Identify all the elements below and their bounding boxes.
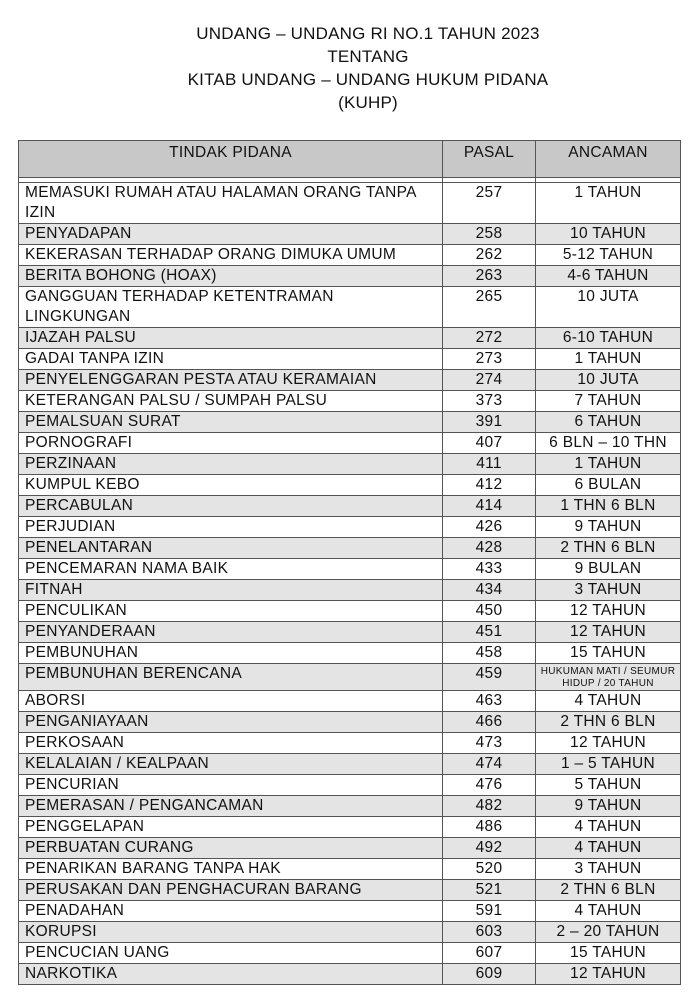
penalty-cell: 3 TAHUN [536, 580, 681, 601]
article-cell: 273 [443, 349, 536, 370]
table-row [19, 475, 681, 496]
crime-cell: ABORSI [19, 691, 443, 712]
crime-cell: PERCABULAN [19, 496, 443, 517]
crime-cell: MEMASUKI RUMAH ATAU HALAMAN ORANG TANPA IZIN [19, 183, 443, 224]
penalty-cell: 10 JUTA [536, 287, 681, 328]
penalty-cell: 1 THN 6 BLN [536, 496, 681, 517]
table-row [19, 754, 681, 775]
crime-cell: GANGGUAN TERHADAP KETENTRAMAN LINGKUNGAN [19, 287, 443, 328]
article-cell: 258 [443, 224, 536, 245]
penalty-cell: 12 TAHUN [536, 601, 681, 622]
penalty-cell: 2 THN 6 BLN [536, 880, 681, 901]
penalty-cell: 10 TAHUN [536, 224, 681, 245]
article-cell: 433 [443, 559, 536, 580]
article-cell: 609 [443, 964, 536, 985]
penalty-cell: 4 TAHUN [536, 691, 681, 712]
table-row [19, 691, 681, 712]
crime-cell: PENCURIAN [19, 775, 443, 796]
penalty-cell: 9 TAHUN [536, 517, 681, 538]
article-cell: 450 [443, 601, 536, 622]
article-cell: 434 [443, 580, 536, 601]
table-row [19, 412, 681, 433]
table-row [19, 943, 681, 964]
penalty-cell: 5 TAHUN [536, 775, 681, 796]
table-row [19, 580, 681, 601]
penalty-cell: 1 – 5 TAHUN [536, 754, 681, 775]
penalty-cell: 9 TAHUN [536, 796, 681, 817]
article-cell: 414 [443, 496, 536, 517]
table-row [19, 224, 681, 245]
penalty-cell: 12 TAHUN [536, 622, 681, 643]
penalty-cell: 1 TAHUN [536, 454, 681, 475]
article-cell: 603 [443, 922, 536, 943]
crime-cell: PENADAHAN [19, 901, 443, 922]
table-row [19, 559, 681, 580]
penalty-cell: 6-10 TAHUN [536, 328, 681, 349]
crime-cell: PENGANIAYAAN [19, 712, 443, 733]
table-header-row [19, 141, 681, 178]
table-row [19, 328, 681, 349]
table-row [19, 245, 681, 266]
penalty-cell: 12 TAHUN [536, 733, 681, 754]
table-row [19, 454, 681, 475]
penalty-cell: 4 TAHUN [536, 901, 681, 922]
penalty-cell: 2 THN 6 BLN [536, 712, 681, 733]
penalty-cell: 4-6 TAHUN [536, 266, 681, 287]
article-cell: 520 [443, 859, 536, 880]
article-cell: 473 [443, 733, 536, 754]
article-cell: 263 [443, 266, 536, 287]
table-row [19, 496, 681, 517]
penalty-cell: 12 TAHUN [536, 964, 681, 985]
crime-cell: KETERANGAN PALSU / SUMPAH PALSU [19, 391, 443, 412]
table-row [19, 817, 681, 838]
penalty-cell: 6 BLN – 10 THN [536, 433, 681, 454]
table-row [19, 183, 681, 224]
penalty-cell: 4 TAHUN [536, 817, 681, 838]
crime-cell: IJAZAH PALSU [19, 328, 443, 349]
article-cell: 451 [443, 622, 536, 643]
table-row [19, 349, 681, 370]
article-cell: 607 [443, 943, 536, 964]
table-row [19, 370, 681, 391]
crime-cell: PENARIKAN BARANG TANPA HAK [19, 859, 443, 880]
article-cell: 262 [443, 245, 536, 266]
header-line-4: (KUHP) [338, 93, 398, 112]
header-line-2: TENTANG [327, 47, 409, 66]
table-row [19, 733, 681, 754]
table-row [19, 538, 681, 559]
penalty-cell: 15 TAHUN [536, 943, 681, 964]
crime-cell: PENYANDERAAN [19, 622, 443, 643]
table-row [19, 775, 681, 796]
penalty-cell: 6 BULAN [536, 475, 681, 496]
article-cell: 463 [443, 691, 536, 712]
article-cell: 474 [443, 754, 536, 775]
table-row [19, 433, 681, 454]
table-row [19, 266, 681, 287]
table-row [19, 964, 681, 985]
article-cell: 426 [443, 517, 536, 538]
crime-cell: PEMERASAN / PENGANCAMAN [19, 796, 443, 817]
table-row [19, 287, 681, 328]
article-cell: 466 [443, 712, 536, 733]
header-line-1: UNDANG – UNDANG RI NO.1 TAHUN 2023 [196, 24, 540, 43]
crime-cell: PENYELENGGARAN PESTA ATAU KERAMAIAN [19, 370, 443, 391]
table-row [19, 901, 681, 922]
table-row [19, 643, 681, 664]
table-row [19, 601, 681, 622]
article-cell: 476 [443, 775, 536, 796]
crime-cell: PENCEMARAN NAMA BAIK [19, 559, 443, 580]
table-row [19, 922, 681, 943]
article-cell: 274 [443, 370, 536, 391]
crime-cell: PEMBUNUHAN BERENCANA [19, 664, 443, 691]
table-row [19, 712, 681, 733]
table-row [19, 796, 681, 817]
column-header-penalty: ANCAMAN [536, 141, 681, 178]
penalty-cell: 4 TAHUN [536, 838, 681, 859]
article-cell: 428 [443, 538, 536, 559]
penalty-cell: 5-12 TAHUN [536, 245, 681, 266]
crime-cell: PERBUATAN CURANG [19, 838, 443, 859]
article-cell: 458 [443, 643, 536, 664]
crime-cell: PEMBUNUHAN [19, 643, 443, 664]
crime-cell: KEKERASAN TERHADAP ORANG DIMUKA UMUM [19, 245, 443, 266]
crime-cell: PERKOSAAN [19, 733, 443, 754]
penalty-cell: 3 TAHUN [536, 859, 681, 880]
article-cell: 407 [443, 433, 536, 454]
article-cell: 373 [443, 391, 536, 412]
crime-cell: PENCULIKAN [19, 601, 443, 622]
document-header [0, 22, 696, 114]
table-row [19, 517, 681, 538]
penalty-cell: 1 TAHUN [536, 183, 681, 224]
article-cell: 272 [443, 328, 536, 349]
article-cell: 482 [443, 796, 536, 817]
crime-cell: GADAI TANPA IZIN [19, 349, 443, 370]
table-row [19, 622, 681, 643]
crime-cell: KELALAIAN / KEALPAAN [19, 754, 443, 775]
crime-cell: PENCUCIAN UANG [19, 943, 443, 964]
crime-cell: PERUSAKAN DAN PENGHACURAN BARANG [19, 880, 443, 901]
table-row [19, 838, 681, 859]
table-row [19, 859, 681, 880]
crime-cell: PENYADAPAN [19, 224, 443, 245]
penalty-cell: HUKUMAN MATI / SEUMUR HIDUP / 20 TAHUN [536, 664, 681, 691]
crime-cell: BERITA BOHONG (HOAX) [19, 266, 443, 287]
crime-cell: PERZINAAN [19, 454, 443, 475]
column-header-crime: TINDAK PIDANA [19, 141, 443, 178]
crime-cell: PORNOGRAFI [19, 433, 443, 454]
penalty-cell: 6 TAHUN [536, 412, 681, 433]
article-cell: 521 [443, 880, 536, 901]
article-cell: 486 [443, 817, 536, 838]
article-cell: 492 [443, 838, 536, 859]
crime-cell: NARKOTIKA [19, 964, 443, 985]
article-cell: 265 [443, 287, 536, 328]
article-cell: 412 [443, 475, 536, 496]
column-header-article: PASAL [443, 141, 536, 178]
article-cell: 411 [443, 454, 536, 475]
penalty-cell: 15 TAHUN [536, 643, 681, 664]
penalty-cell: 2 – 20 TAHUN [536, 922, 681, 943]
penalty-cell: 10 JUTA [536, 370, 681, 391]
article-cell: 257 [443, 183, 536, 224]
penalty-cell: 1 TAHUN [536, 349, 681, 370]
article-cell: 591 [443, 901, 536, 922]
table-body [19, 178, 681, 985]
crime-cell: PERJUDIAN [19, 517, 443, 538]
article-cell: 391 [443, 412, 536, 433]
header-line-3: KITAB UNDANG – UNDANG HUKUM PIDANA [187, 70, 549, 89]
penalty-cell: 7 TAHUN [536, 391, 681, 412]
table-row [19, 664, 681, 691]
penalty-cell: 2 THN 6 BLN [536, 538, 681, 559]
crime-cell: KUMPUL KEBO [19, 475, 443, 496]
penalty-cell: 9 BULAN [536, 559, 681, 580]
crimes-table [18, 140, 681, 985]
crime-cell: PENGGELAPAN [19, 817, 443, 838]
crime-cell: PEMALSUAN SURAT [19, 412, 443, 433]
table-row [19, 880, 681, 901]
crime-cell: PENELANTARAN [19, 538, 443, 559]
crime-cell: KORUPSI [19, 922, 443, 943]
crime-cell: FITNAH [19, 580, 443, 601]
article-cell: 459 [443, 664, 536, 691]
table-row [19, 391, 681, 412]
